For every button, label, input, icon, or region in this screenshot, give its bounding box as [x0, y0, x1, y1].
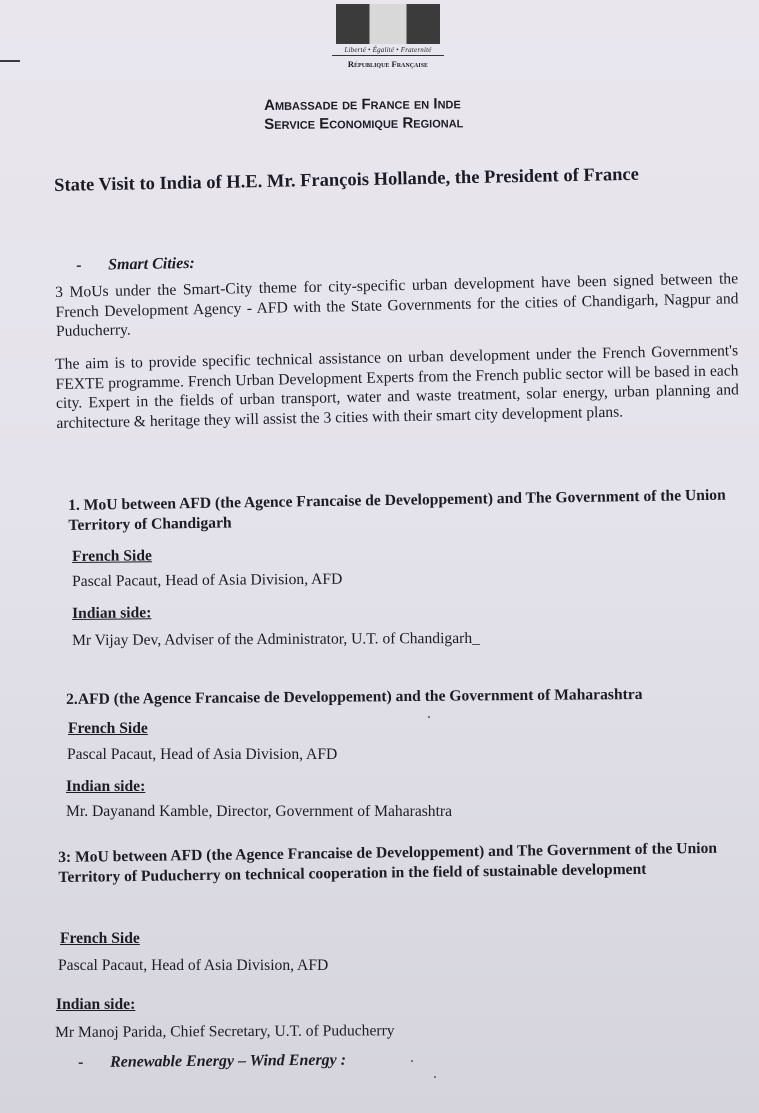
smart-cities-paragraph-2: The aim is to provide specific technical assistance on urban development under the French Government's FEXTE programme. French Urban Development Experts from the French public sector will be based in each city. Expert in the fields of urban transport, water and waste treatment, solar energy, urban planning and architecture & heritage they will assist the 3 cities with their smart city development plans.	[55, 342, 740, 432]
mou-1-french-side-label: French Side	[72, 547, 153, 565]
smart-cities-heading	[76, 255, 195, 275]
mou-1-french-person: Pascal Pacaut, Head of Asia Division, AFD	[72, 570, 343, 590]
mou-1-title: 1. MoU between AFD (the Agence Francaise de Developpement) and The Government of the Union Territory of Chandigarh	[68, 486, 726, 534]
mou-1-indian-side-label: Indian side:	[72, 604, 152, 622]
renewable-energy-heading-text: Renewable Energy – Wind Energy :	[109, 1051, 347, 1071]
embassy-name: Ambassade de France en Inde	[264, 95, 461, 114]
smart-cities-paragraph-1: 3 MoUs under the Smart-City theme for city-specific urban development have been signed between the French Development Agency - AFD with the State Governments for the cities of Chandigarh, Nagpur and Puducherry.	[55, 270, 739, 341]
paper-speck	[411, 1060, 413, 1062]
service-name: Service Economique Regional	[264, 114, 464, 133]
bullet-dash: -	[78, 1053, 84, 1071]
bullet-dash: -	[76, 256, 82, 274]
mou-2-title: 2.AFD (the Agence Francaise de Developpement) and the Government of Maharashtra	[66, 685, 643, 708]
renewable-energy-heading	[78, 1052, 346, 1072]
mou-1-indian-person: Mr Vijay Dev, Adviser of the Administrator, U.T. of Chandigarh_	[72, 629, 480, 649]
republique-francaise-logo	[332, 4, 444, 72]
mou-3-french-side-label: French Side	[60, 930, 140, 947]
mou-2-indian-person: Mr. Dayanand Kamble, Director, Government of Maharashtra	[66, 803, 453, 820]
mou-2-french-person: Pascal Pacaut, Head of Asia Division, AFD	[67, 746, 338, 763]
logo-republique: République Française	[347, 59, 429, 69]
mou-3-indian-person: Mr Manoj Parida, Chief Secretary, U.T. of Puducherry	[55, 1022, 395, 1041]
embassy-header	[264, 94, 463, 134]
mou-2-indian-side-label: Indian side:	[66, 778, 146, 795]
mou-3-title: 3: MoU between AFD (the Agence Francaise de Developpement) and The Government of the Union Territory of Puducherry on technical cooperation in the field of sustainable development	[58, 839, 718, 886]
paper-speck	[434, 1076, 436, 1078]
paper-speck	[428, 716, 430, 718]
document-title: State Visit to India of H.E. Mr. François Hollande, the President of France	[54, 164, 640, 196]
marianne-flag-icon	[336, 4, 440, 44]
mou-3-indian-side-label: Indian side:	[56, 996, 136, 1013]
margin-mark	[0, 60, 20, 62]
smart-cities-heading-text: Smart Cities:	[107, 254, 195, 274]
mou-2-french-side-label: French Side	[68, 720, 148, 737]
mou-3-french-person: Pascal Pacaut, Head of Asia Division, AFD	[58, 957, 329, 974]
logo-motto: Liberté • Égalité • Fraternité	[332, 46, 444, 56]
